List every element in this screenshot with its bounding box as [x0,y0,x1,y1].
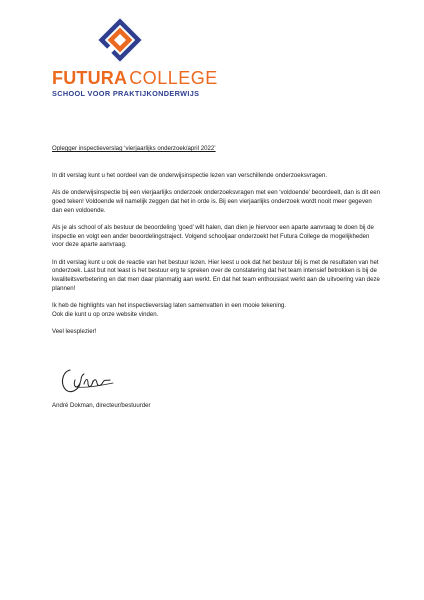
futura-college-logo [52,18,218,108]
highlights-line: Ik heb de highlights van het inspectieverslag laten samenvatten in een mooie tekening. [52,302,287,310]
letter-subject: Oplegger inspectieverslag ‘vierjaarlijks onderzoek/april 2022’ [52,145,216,152]
website-line: Ook die kunt u op onze website vinden. [52,310,159,318]
logo-wordmark [52,69,218,88]
paragraph: Als je als school of als bestuur de beoordeling ‘goed’ wilt halen, dan dien je hiervoor een aparte aanvraag te doen bij de inspectie en volgt een ander beoordelingstraject. Volgend schooljaar onderzoekt het Futura College de mogelijkheden voor deze aparte aanvraag. [52,223,374,249]
logo-name-bold: FUTURA [52,68,128,88]
logo-tagline: SCHOOL VOOR PRAKTIJKONDERWIJS [52,89,200,98]
paragraph: In dit verslag kunt u ook de reactie van het bestuur lezen. Hier leest u ook dat het bestuur blij is met de resultaten van het onderzoek. Last but not least is het bestuur erg te spreken over de constatering dat het team intensief betrokken is bij de kwaliteitsverbetering en dat men daar planmatig aan werkt. En dat het team enthousiast werkt aan de uitvoering van deze plannen! [52,258,380,292]
logo-name-light: COLLEGE [129,68,218,88]
closing-line: Veel leesplezier! [52,328,97,336]
paragraph: Als de onderwijsinspectie bij een vierjaarlijks onderzoek onderzoeksvragen met een ‘voldoende’ beoordeelt, dan is dit een goed teken! Voldoende wil namelijk zeggen dat het in orde is. Bij een vierjaarlijks onderzoek wordt nooit meer gegeven dan een voldoende. [52,189,381,214]
signer-name: André Dokman, directeur/bestuurder [52,402,151,409]
letter-body [52,145,382,337]
logo-emblem-icon [98,18,142,62]
paragraph: In dit verslag kunt u het oordeel van de onderwijsinspectie lezen van verschillende onderzoeksvragen. [52,171,328,179]
handwritten-signature [58,364,118,396]
